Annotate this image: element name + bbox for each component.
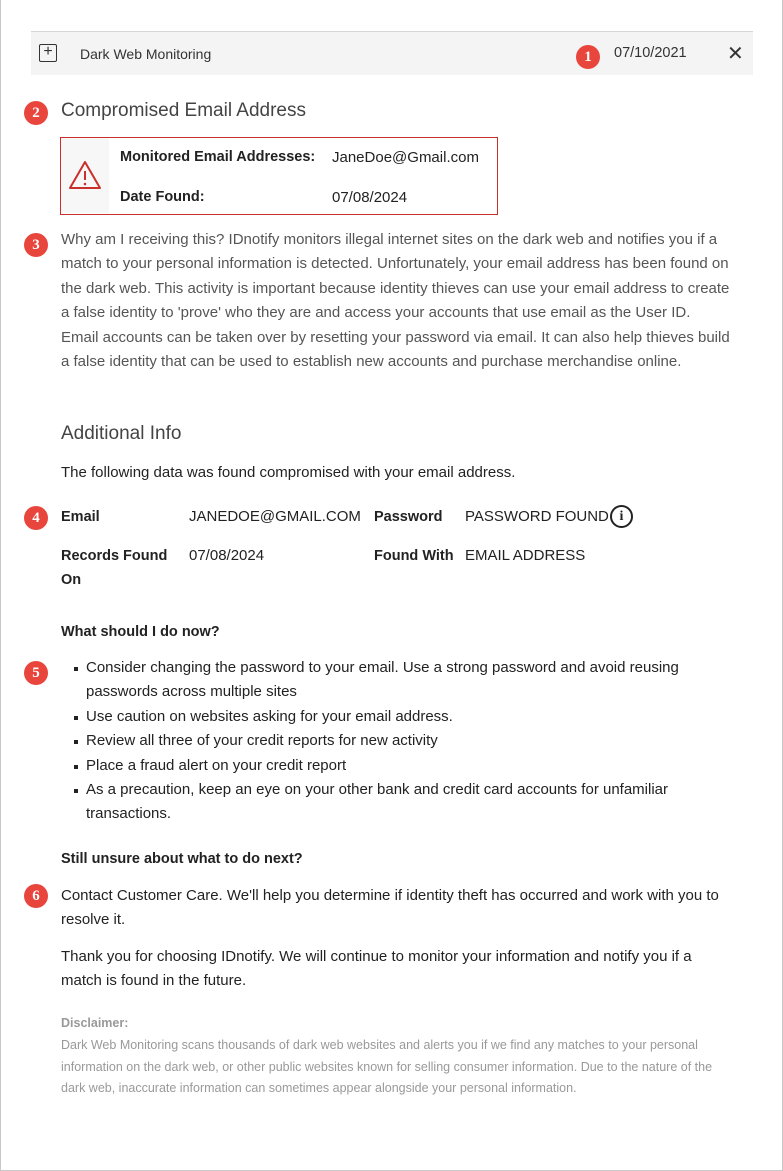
email-label: Email <box>61 509 100 525</box>
monitored-email-value: JaneDoe@Gmail.com <box>332 149 479 166</box>
header-date: 07/10/2021 <box>614 45 687 61</box>
info-icon[interactable]: i <box>610 505 633 528</box>
compromised-alert-box <box>60 137 498 215</box>
callout-badge-5: 5 <box>24 661 48 685</box>
additional-intro: The following data was found compromised with your email address. <box>61 464 516 481</box>
date-found-value: 07/08/2024 <box>332 189 408 206</box>
header-title: Dark Web Monitoring <box>80 46 212 62</box>
monitored-email-label: Monitored Email Addresses: <box>120 149 316 165</box>
password-value: PASSWORD FOUND <box>465 508 609 525</box>
records-found-value: 07/08/2024 <box>189 547 265 564</box>
callout-badge-2: 2 <box>24 101 48 125</box>
why-paragraph: Why am I receiving this? IDnotify monitors illegal internet sites on the dark web and notifies you if a match to your personal information is detected. Unfortunately, your email address has been found on the dark web. This activity is important because identity thieves can use your email address to create a false identity to 'prove' who they are and access your accounts that use email as the User ID. Email accounts can be taken over by resetting your password via email. It can also help thieves build a false identity that can be used to establish new accounts and purchase merchandise online. <box>61 231 730 371</box>
recommendation-list <box>86 656 726 827</box>
callout-badge-6: 6 <box>24 884 48 908</box>
list-item: Use caution on websites asking for your email address. <box>86 705 726 729</box>
what-now-title: What should I do now? <box>61 624 220 640</box>
found-with-label: Found With <box>374 548 454 564</box>
email-value: JANEDOE@GMAIL.COM <box>189 508 361 525</box>
disclaimer-text: Dark Web Monitoring scans thousands of dark web websites and alerts you if we find any matches to your personal information on the dark web, or other public websites known for selling consumer information. Due to the nature of the dark web, inaccurate information can sometimes appear alongside your personal information. <box>61 1038 713 1095</box>
found-with-value: EMAIL ADDRESS <box>465 547 586 564</box>
close-icon[interactable]: ✕ <box>727 43 744 65</box>
additional-info-title: Additional Info <box>61 423 182 444</box>
unsure-title: Still unsure about what to do next? <box>61 851 303 867</box>
expand-icon[interactable]: + <box>39 44 57 62</box>
section-title: Compromised Email Address <box>61 100 306 121</box>
list-item: Consider changing the password to your email. Use a strong password and avoid reusing passwords across multiple sites <box>86 656 726 705</box>
contact-paragraph: Contact Customer Care. We'll help you determine if identity theft has occurred and work with you to resolve it. <box>61 887 719 929</box>
callout-badge-1: 1 <box>576 45 600 69</box>
thanks-paragraph: Thank you for choosing IDnotify. We will continue to monitor your information and notify you if a match is found in the future. <box>61 948 692 990</box>
callout-badge-3: 3 <box>24 233 48 257</box>
disclaimer-title: Disclaimer: <box>61 1016 129 1030</box>
list-item: As a precaution, keep an eye on your other bank and credit card accounts for unfamiliar transactions. <box>86 778 726 827</box>
date-found-label: Date Found: <box>120 189 205 205</box>
list-item: Review all three of your credit reports for new activity <box>86 729 726 753</box>
list-item: Place a fraud alert on your credit report <box>86 754 726 778</box>
callout-badge-4: 4 <box>24 506 48 530</box>
alert-header <box>31 31 753 75</box>
password-label: Password <box>374 509 443 525</box>
records-found-label: Records Found On <box>61 548 168 588</box>
warning-icon <box>61 138 109 213</box>
